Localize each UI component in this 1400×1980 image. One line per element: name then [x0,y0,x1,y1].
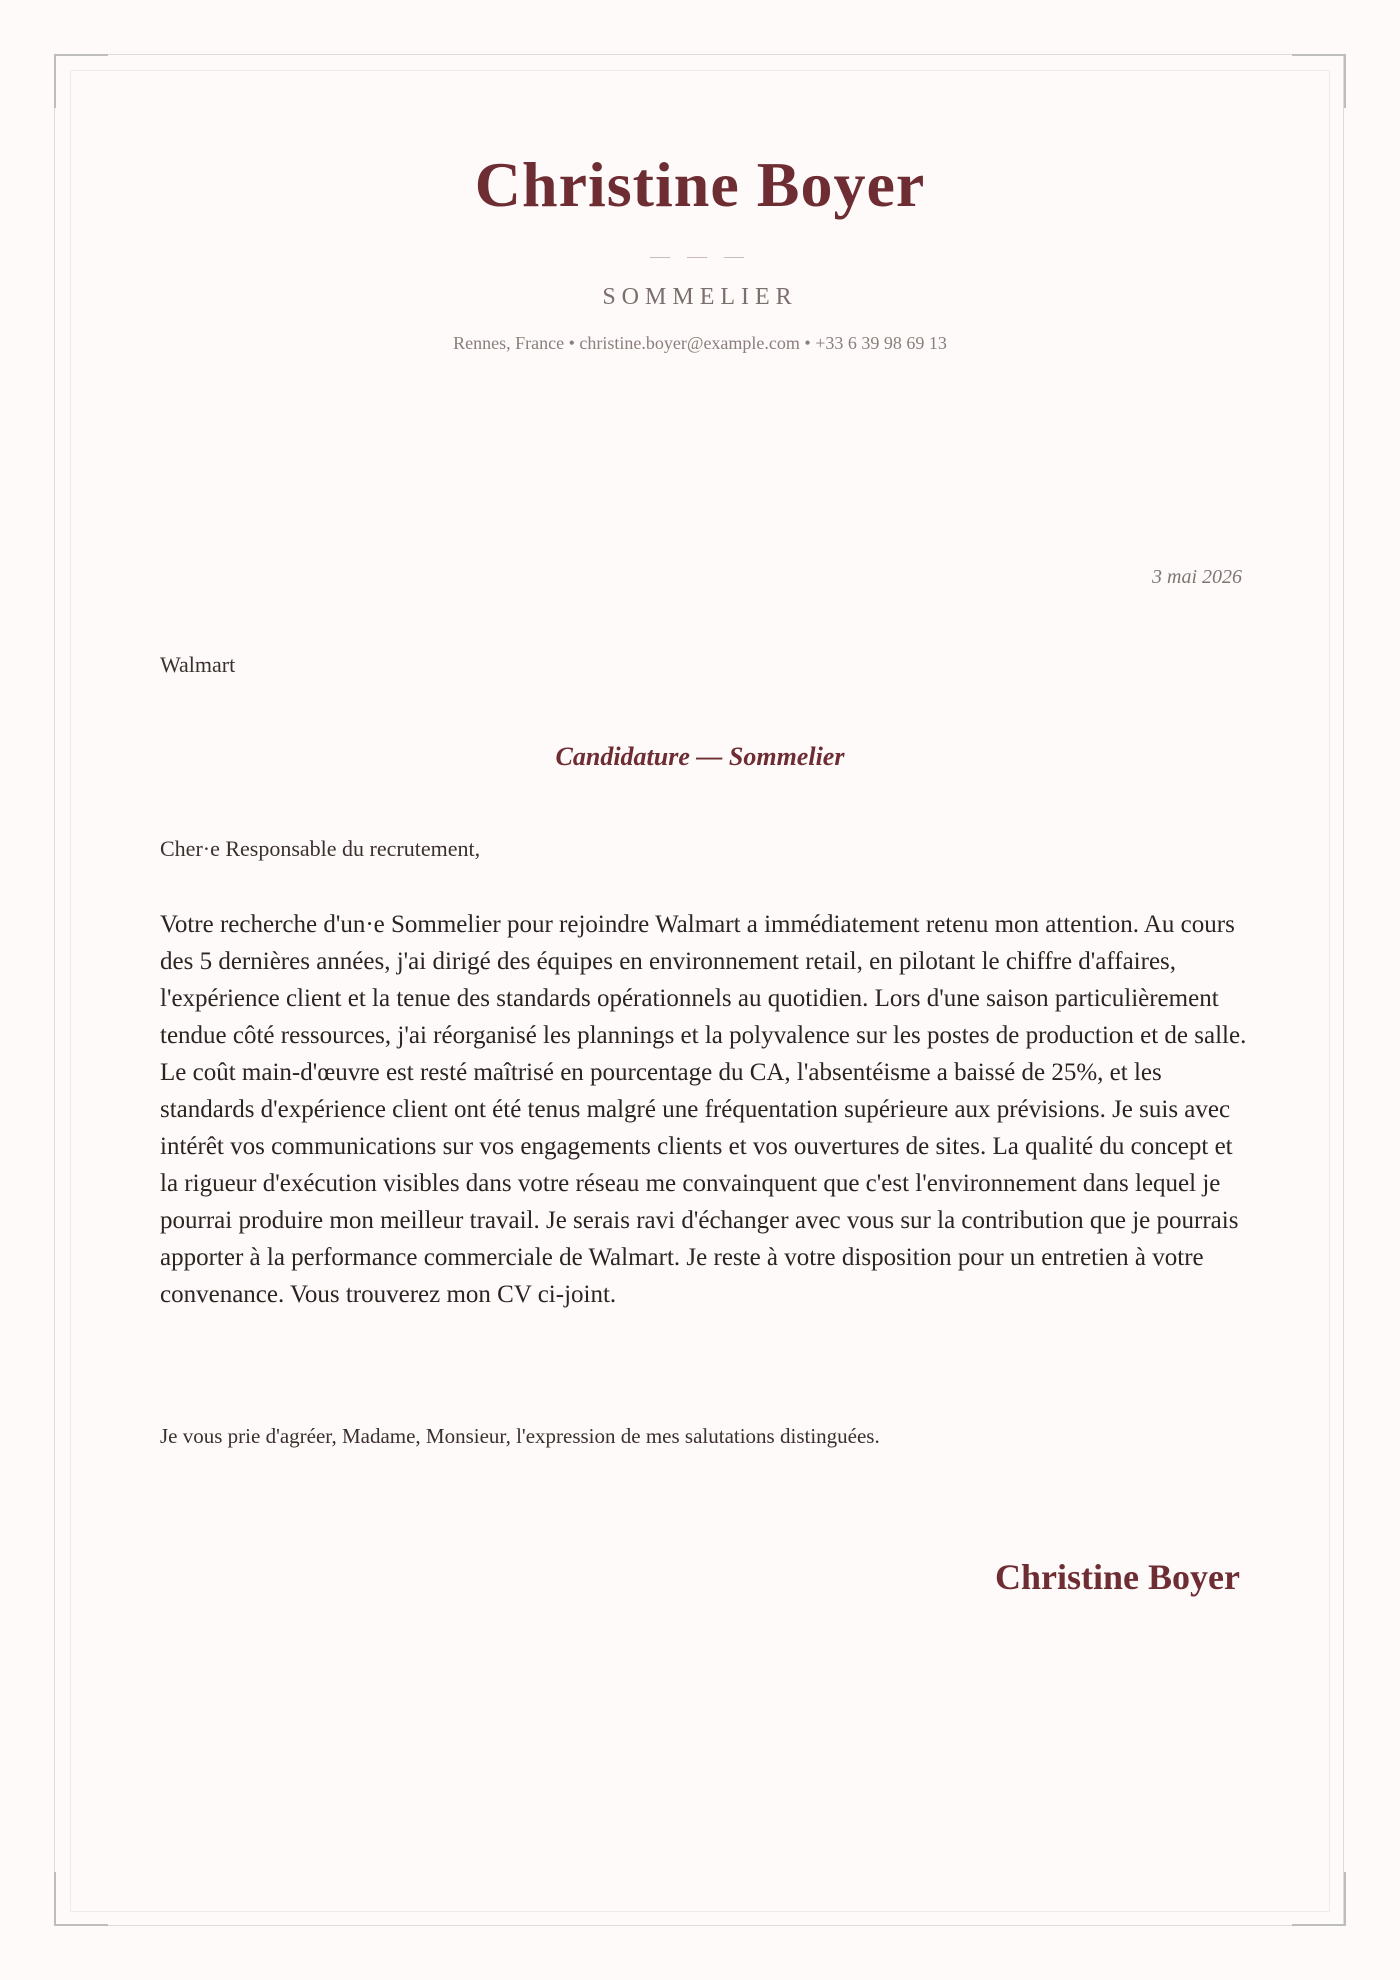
signature: Christine Boyer [995,1557,1240,1597]
corner-ornament-bottom-left [54,1872,108,1926]
letter-body: Votre recherche d'un·e Sommelier pour rejoindre Walmart a immédiatement retenu mon attention. Au cours des 5 dernières années, j'ai dirigé des équipes en environnement retail, en pilotant le chiffre d'affaires, l'expérience client et la tenue des standards opérationnels au quotidien. Lors d'une saison particulièrement tendue côté ressources, j'ai réorganisé les plannings et la polyvalence sur les postes de production et de salle. Le coût main-d'œuvre est resté maîtrisé en pourcentage du CA, l'absentéisme a baissé de 25%, et les standards d'expérience client ont été tenus malgré une fréquentation supérieure aux prévisions. Je suis avec intérêt vos communications sur vos engagements clients et vos ouvertures de sites. La qualité du concept et la rigueur d'exécution visibles dans votre réseau me convainquent que c'est l'environnement dans lequel je pourrai produire mon meilleur travail. Je serais ravi d'échanger avec vous sur la contribution que je pourrais apporter à la performance commerciale de Walmart. Je reste à votre disposition pour un entretien à votre convenance. Vous trouverez mon CV ci-joint. [160,911,1247,1308]
sender-role: SOMMELIER [602,284,798,311]
header-divider: — — — [650,245,750,268]
corner-ornament-top-left [54,54,108,108]
letter-subject: Candidature — Sommelier [555,742,845,771]
sender-name: Christine Boyer [474,149,926,220]
sender-contact: Rennes, France • christine.boyer@example.com • +33 6 39 98 69 13 [453,333,947,354]
closing-formula: Je vous prie d'agréer, Madame, Monsieur, l'expression de mes salutations distinguées. [160,1424,880,1448]
corner-ornament-top-right [1292,54,1346,108]
salutation: Cher·e Responsable du recrutement, [160,836,481,861]
corner-ornament-bottom-right [1292,1872,1346,1926]
letter-header [0,150,1400,354]
letter-date: 3 mai 2026 [1152,566,1242,588]
recipient: Walmart [160,652,236,677]
